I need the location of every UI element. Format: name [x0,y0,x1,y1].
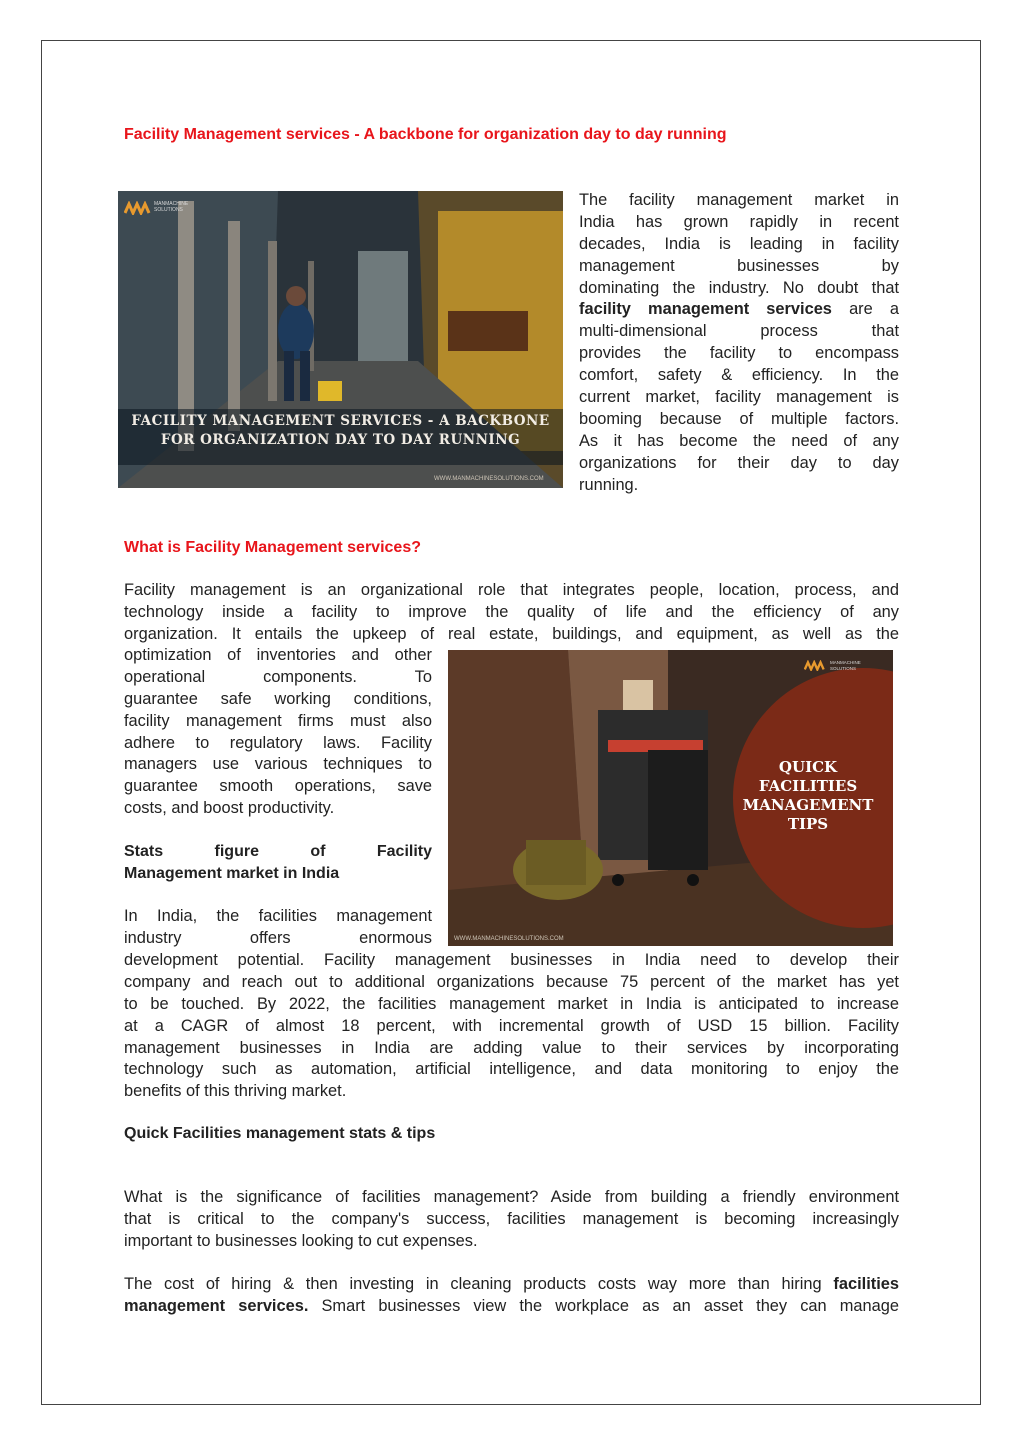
brand-name: MANMACHINE SOLUTIONS [830,660,861,671]
intro-line: running. [579,475,639,494]
paragraph-line: benefits of this thriving market. [124,1082,347,1101]
section1-paragraph-narrow [124,645,432,820]
paragraph-line: facility management firms must also [124,711,432,730]
tips-line-2: FACILITIES [758,777,858,795]
stats-heading-line-2: Management market in India [124,864,340,882]
cost-line-2 [124,1296,899,1318]
paragraph-line: guarantee smooth operations, save [124,777,432,796]
section1-paragraph-full [124,580,899,646]
brand-name: MANMACHINE SOLUTIONS [154,201,189,213]
tips-line-3: MANAGEMENT [742,796,874,814]
paragraph-line: company and reach out to additional organizations because 75 percent of the market has yet [124,972,899,991]
tips-title [733,758,883,834]
cost-line-1 [124,1274,899,1296]
paragraph-line: management businesses in India are adding value to their services by incorporating [124,1038,899,1057]
intro-bold-term: facility management services [579,300,832,319]
intro-line: organizations for their day to day [579,453,899,472]
image-url: WWW.MANMACHINESOLUTIONS.COM [454,936,564,942]
tips-image-housekeeping-cart [448,650,893,946]
paragraph-line: important to businesses looking to cut expenses. [124,1231,478,1250]
paragraph-line: at a CAGR of almost 18 percent, with incremental growth of USD 15 billion. Facility [124,1016,899,1035]
intro-line: decades, India is leading in facility [579,234,899,253]
paragraph-line: industry offers enormous [124,928,432,947]
paragraph-line: development potential. Facility management businesses in India need to develop their [124,951,899,969]
intro-line: The facility management market in [579,191,899,209]
tips-line-4: TIPS [787,815,829,833]
paragraph-line: In India, the facilities management [124,907,432,925]
hero-image-corridor [118,191,563,488]
banner-line-2: FOR ORGANIZATION DAY TO DAY RUNNING [160,432,521,448]
intro-line: India has grown rapidly in recent [579,212,899,231]
significance-paragraph [124,1187,899,1253]
paragraph-line: to be touched. By 2022, the facilities management market in India is anticipated to increase [124,994,899,1013]
paragraph-line: organization. It entails the upkeep of real estate, buildings, and equipment, as well as the [124,624,899,643]
intro-line: comfort, safety & efficiency. In the [579,366,899,385]
brand-logo-icon [124,201,152,215]
cost-paragraph [124,1274,899,1318]
cost-line-2-text: Smart businesses view the workplace as an asset they can manage [321,1296,899,1315]
intro-line-with-bold [579,299,899,321]
intro-line: booming because of multiple factors. [579,409,899,428]
cost-line-2-bold: management services. [124,1296,309,1315]
paragraph-line: guarantee safe working conditions, [124,689,432,708]
cost-line-1-bold: facilities [833,1275,899,1293]
stats-paragraph-narrow [124,906,432,950]
image-url: WWW.MANMACHINESOLUTIONS.COM [434,476,544,482]
intro-line: As it has become the need of any [579,431,899,450]
intro-line: provides the facility to encompass [579,344,899,363]
paragraph-line: optimization of inventories and other [124,646,432,664]
intro-line: multi-dimensional process that [579,322,899,341]
tips-heading: Quick Facilities management stats & tips [124,1125,436,1142]
paragraph-line: technology inside a facility to improve the quality of life and the efficiency of any [124,602,899,621]
intro-paragraph [579,190,899,496]
intro-line: current market, facility management is [579,388,899,407]
intro-line-tail: are a [849,300,899,319]
paragraph-line: that is critical to the company's success, facilities management is becoming increasingly [124,1209,899,1228]
stats-heading-line-1: Stats figure of Facility [124,843,432,860]
paragraph-line: operational components. To [124,667,432,686]
document-title: Facility Management services - A backbone for organization day to day running [124,126,727,143]
tips-line-1: QUICK [778,758,838,776]
stats-heading [124,843,432,887]
brand-logo-icon [804,660,826,671]
intro-line: dominating the industry. No doubt that [579,278,899,297]
section-heading-what-is: What is Facility Management services? [124,539,421,556]
banner-line-1: FACILITY MANAGEMENT SERVICES - A BACKBONE [131,413,550,429]
paragraph-line: What is the significance of facilities management? Aside from building a friendly environment [124,1188,899,1206]
paragraph-line: technology such as automation, artificial intelligence, and data monitoring to enjoy the [124,1060,899,1079]
intro-line: management businesses by [579,256,899,275]
paragraph-line: costs, and boost productivity. [124,799,335,818]
paragraph-line: managers use various techniques to [124,755,432,774]
cost-line-1-text: The cost of hiring & then investing in cleaning products costs way more than hiring [124,1275,822,1293]
paragraph-line: Facility management is an organizational role that integrates people, location, process, and [124,581,899,599]
paragraph-line: adhere to regulatory laws. Facility [124,733,432,752]
stats-paragraph-full [124,950,899,1103]
